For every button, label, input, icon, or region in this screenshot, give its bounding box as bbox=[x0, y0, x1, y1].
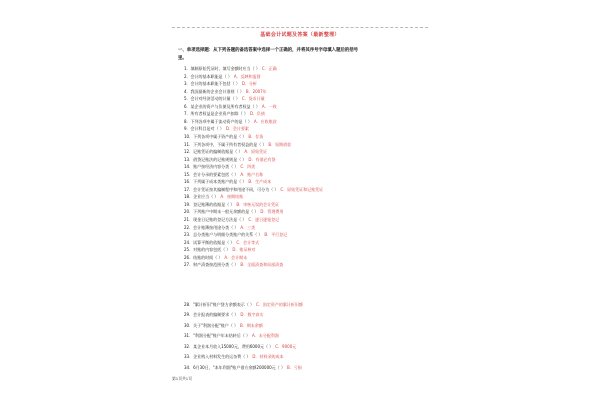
answer-text: B．期末余额 bbox=[240, 322, 263, 328]
question-item bbox=[184, 119, 428, 125]
question-text: 27．财产清查按范围分类（ ） bbox=[184, 262, 239, 268]
question-item bbox=[184, 225, 428, 231]
question-item bbox=[184, 81, 428, 87]
question-item bbox=[184, 157, 428, 163]
answer-text: B．短期借款 bbox=[268, 141, 292, 147]
question-text: 28．"累计折旧"账户贷方余额表示（ ） bbox=[184, 301, 255, 307]
question-item bbox=[184, 187, 428, 193]
question-item bbox=[184, 179, 428, 185]
answer-text: B．2007年 bbox=[245, 88, 267, 94]
question-item bbox=[184, 172, 428, 178]
question-item bbox=[184, 194, 428, 200]
answer-text: C．9000元 bbox=[275, 343, 297, 349]
answer-text: C．会计等式 bbox=[236, 239, 260, 245]
question-item bbox=[184, 104, 428, 110]
question-item bbox=[184, 217, 428, 223]
question-item bbox=[184, 255, 428, 261]
question-item bbox=[184, 164, 428, 170]
question-item bbox=[184, 333, 428, 339]
question-item bbox=[184, 89, 428, 95]
page-footer: 第1页共1页 bbox=[172, 376, 193, 381]
document-page bbox=[172, 20, 428, 382]
question-item bbox=[184, 344, 428, 350]
question-text: 24．试算平衡的依据是（ ） bbox=[184, 239, 235, 245]
answer-text: A．按期结账 bbox=[220, 194, 244, 200]
question-text: 8．下列各项中属于流动资产的是（ ） bbox=[184, 118, 252, 124]
section-heading-line1: 一、单项选择题：从下列各题的备选答案中选择一个正确的，并将其序号字母填入题后的括号 bbox=[178, 48, 359, 53]
question-text: 26．结账的时间（ ） bbox=[184, 254, 223, 260]
question-text: 2．会计的基本职能是（ ） bbox=[184, 73, 232, 79]
answer-text: B．亏损 bbox=[286, 364, 302, 370]
question-text: 1．填制原始凭证时，填写金额时应当（ ） bbox=[184, 66, 260, 71]
question-text: 34．6月30日，"本年利润"账户借方余额200000元（ ） bbox=[184, 364, 285, 370]
answer-text: C．逐日逐笔登记 bbox=[248, 217, 280, 222]
answer-text: C．正确 bbox=[261, 66, 277, 71]
answer-text: D．管理费用 bbox=[260, 209, 284, 215]
answer-text: A．未分配利润 bbox=[252, 333, 279, 339]
answer-text: B．平行登记 bbox=[264, 232, 288, 238]
answer-text: D．有借必有贷 bbox=[248, 156, 276, 162]
question-item bbox=[184, 66, 428, 72]
document-title: 基础会计试题及答案（最新整理） bbox=[260, 32, 340, 38]
section-heading bbox=[178, 47, 424, 63]
question-text: 25．对账的内容包括（ ） bbox=[184, 247, 231, 253]
question-item bbox=[184, 96, 428, 102]
question-text: 15．会计分录的要素包括（ ） bbox=[184, 171, 239, 177]
question-text: 32．某企业本月收入15000元，费用6000元（ ） bbox=[184, 343, 274, 349]
question-item bbox=[184, 323, 428, 329]
question-text: 17．会计凭证按其编制程序和用途不同，可分为（ ） bbox=[184, 186, 279, 192]
header-divider bbox=[172, 27, 428, 28]
question-item bbox=[184, 202, 428, 208]
question-item bbox=[184, 302, 428, 308]
question-text: 31．"利润分配"账户年末结转后（ ） bbox=[184, 333, 251, 339]
section-heading-line2: 里。 bbox=[178, 56, 187, 61]
question-text: 22．会计账簿按用途分类（ ） bbox=[184, 224, 239, 230]
question-text: 10．下列各项中属于资产的是（ ） bbox=[184, 133, 247, 139]
question-text: 4．我国最新的企业会计准则（ ） bbox=[184, 88, 244, 94]
question-text: 29．会计报表的编制要求（ ） bbox=[184, 312, 239, 318]
question-text: 12．记账凭证的编制依据是（ ） bbox=[184, 149, 243, 155]
answer-text: A．账户名称 bbox=[240, 171, 264, 177]
question-text: 13．借贷记账法的记账规则是（ ） bbox=[184, 156, 247, 162]
answer-text: C．原始凭证和记账凭证 bbox=[280, 186, 324, 192]
question-text: 19．登记账簿的依据是（ ） bbox=[184, 201, 235, 207]
question-item bbox=[184, 209, 428, 215]
answer-text: D．负债 bbox=[249, 111, 265, 117]
question-item bbox=[184, 134, 428, 140]
answer-text: D．材料采购成本 bbox=[252, 354, 284, 360]
answer-text: D．会计要素 bbox=[225, 126, 249, 132]
answer-text: D．账证核对 bbox=[232, 247, 256, 253]
question-text: 9．会计科目是对（ ） bbox=[184, 126, 224, 132]
question-item bbox=[184, 365, 428, 371]
question-item bbox=[184, 247, 428, 253]
question-item bbox=[184, 354, 428, 360]
question-item bbox=[184, 142, 428, 148]
answer-text: B．存货 bbox=[248, 133, 264, 139]
question-item bbox=[184, 111, 428, 117]
answer-text: B．审核无误的会计凭证 bbox=[236, 201, 280, 207]
answer-text: A．反映和监督 bbox=[233, 73, 261, 79]
question-item bbox=[184, 240, 428, 246]
question-text: 6．某企业的资产与负债及所有者权益（ ） bbox=[184, 103, 260, 109]
question-text: 5．会计对经济活动的计量（ ） bbox=[184, 96, 240, 102]
question-text: 20．下列账户中期末一般无余额的是（ ） bbox=[184, 209, 259, 215]
answer-text: C．四类 bbox=[240, 164, 256, 170]
answer-text: D．数字真实 bbox=[240, 312, 264, 318]
answer-text: A．三类 bbox=[240, 224, 256, 230]
question-text: 14．账户按经济内容分类（ ） bbox=[184, 164, 239, 170]
question-text: 3．会计的基本职能不包括（ ） bbox=[184, 81, 240, 87]
question-text: 23．总分类账户与明细分类账户的关系（ ） bbox=[184, 232, 263, 238]
question-item bbox=[184, 312, 428, 318]
question-item bbox=[184, 262, 428, 268]
answer-text: B．全面清查和局部清查 bbox=[240, 262, 284, 268]
answer-text: A．会计期末 bbox=[224, 254, 248, 260]
answer-text: A．应收账款 bbox=[253, 118, 277, 124]
answer-text: A．原始凭证 bbox=[244, 149, 268, 155]
question-text: 21．现金日记账的登记方法是（ ） bbox=[184, 217, 247, 222]
question-text: 16．下列属于成本类账户的是（ ） bbox=[184, 179, 247, 185]
question-text: 7．所有者权益是企业资产扣除（ ） bbox=[184, 111, 248, 117]
question-item bbox=[184, 232, 428, 238]
answer-text: B．生产成本 bbox=[248, 179, 272, 185]
answer-text: A．一致 bbox=[261, 103, 277, 109]
question-item bbox=[184, 74, 428, 80]
answer-text: C．固定资产的累计折旧额 bbox=[256, 301, 303, 307]
question-text: 18．企业应当（ ） bbox=[184, 194, 219, 200]
question-text: 33．企业购入材料发生的运杂费（ ） bbox=[184, 354, 251, 360]
answer-text: C．货币计量 bbox=[241, 96, 265, 102]
question-text: 30．关于"利润分配"账户（ ） bbox=[184, 322, 239, 328]
question-item bbox=[184, 126, 428, 132]
question-item bbox=[184, 149, 428, 155]
answer-text: D．分析 bbox=[241, 81, 257, 87]
question-text: 11．下列各项中，不属于所有者权益的是（ ） bbox=[184, 141, 267, 147]
